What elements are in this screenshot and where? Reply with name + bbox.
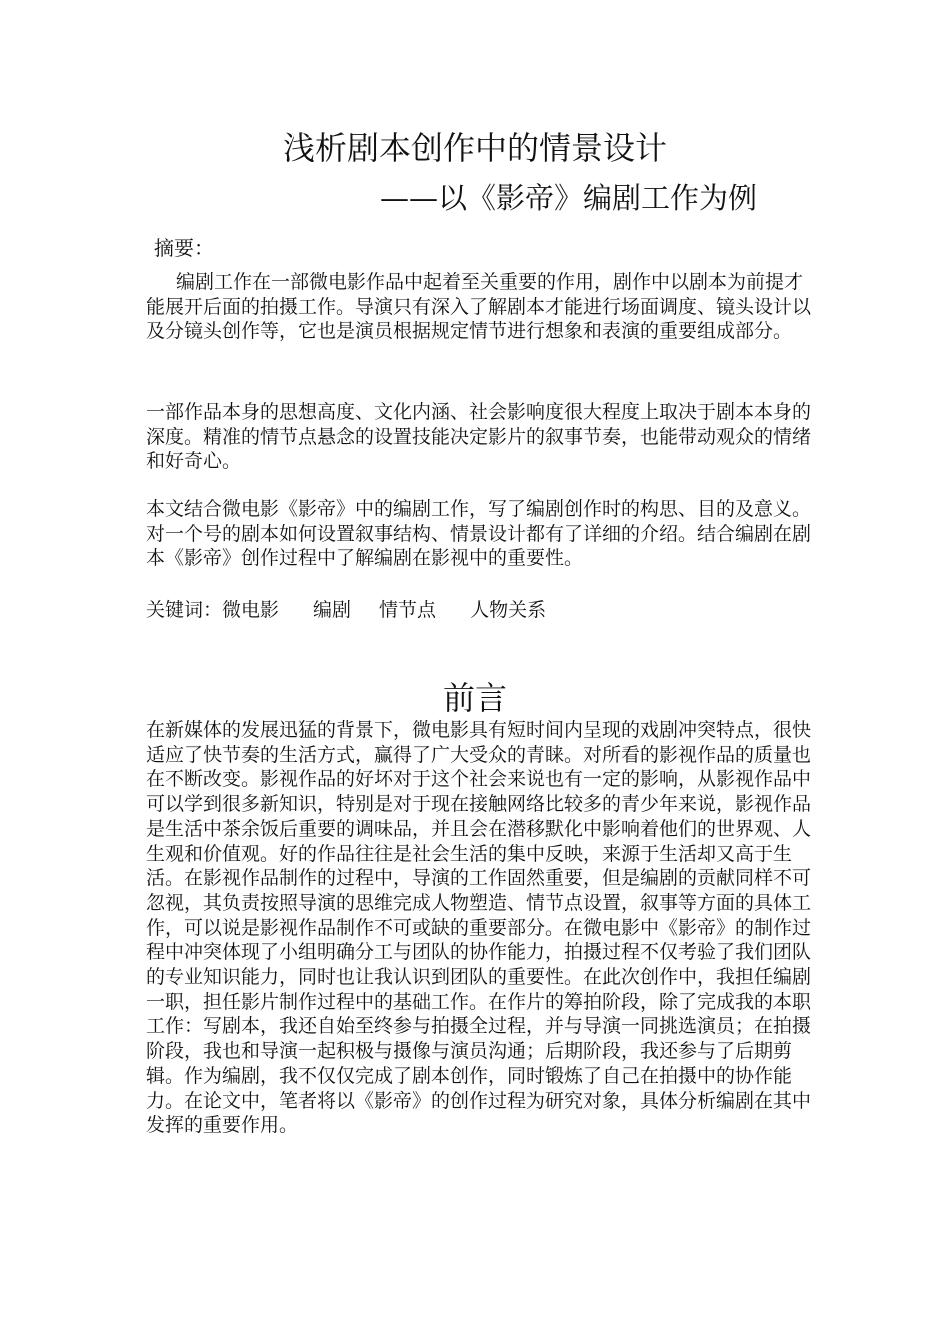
preface-heading: 前言 (442, 679, 507, 717)
abstract-paragraph-1: 编剧工作在一部微电影作品中起着至关重要的作用，剧作中以剧本为前提才能展开后面的拍摄工作。导演只有深入了解剧本才能进行场面调度、镜头设计以及分镜头创作等，它也是演员根据规定情节进行想象和表演的重要组成部分。 (146, 271, 812, 342)
keyword-item: 编剧 (313, 599, 352, 621)
preface-paragraph: 在新媒体的发展迅猛的背景下，微电影具有短时间内呈现的戏剧冲突特点，很快适应了快节奏的生活方式，赢得了广大受众的青睐。对所看的影视作品的质量也在不断改变。影视作品的好坏对于这个社会来说也有一定的影响，从影视作品中可以学到很多新知识，特别是对于现在接触网络比较多的青少年来说，影视作品是生活中茶余饭后重要的调味品，并且会在潜移默化中影响着他们的世界观、人生观和价值观。好的作品往往是社会生活的集中反映，来源于生活却又高于生活。在影视作品制作的过程中，导演的工作固然重要，但是编剧的贡献同样不可忽视，其负责按照导演的思维完成人物塑造、情节点设置，叙事等方面的具体工作，可以说是影视作品制作不可或缺的重要部分。在微电影中《影帝》的制作过程中冲突体现了小组明确分工与团队的协作能力，拍摄过程不仅考验了我们团队的专业知识能力，同时也让我认识到团队的重要性。在此次创作中，我担任编剧一职，担任影片制作过程中的基础工作。在作片的筹拍阶段，除了完成我的本职工作：写剧本，我还自始至终参与拍摄全过程，并与导演一同挑选演员；在拍摄阶段，我也和导演一起积极与摄像与演员沟通；后期阶段，我还参与了后期剪辑。作为编剧，我不仅仅完成了剧本创作，同时锻炼了自己在拍摄中的协作能力。在论文中，笔者将以《影帝》的创作过程为研究对象，具体分析编剧在其中发挥的重要作用。 (146, 719, 812, 1137)
keywords-label: 关键词： (146, 599, 223, 621)
abstract-paragraph-3: 本文结合微电影《影帝》中的编剧工作，写了编剧创作时的构思、目的及意义。对一个号的剧本如何设置叙事结构、情景设计都有了详细的介绍。结合编剧在剧本《影帝》创作过程中了解编剧在影视中的重要性。 (146, 498, 812, 569)
keywords-line (146, 598, 818, 623)
document-subtitle: ——以《影帝》编剧工作为例 (380, 181, 758, 215)
keyword-item: 人物关系 (470, 599, 547, 621)
keyword-item: 微电影 (222, 599, 280, 621)
abstract-label: 摘要： (154, 236, 214, 260)
keyword-item: 情节点 (379, 599, 437, 621)
abstract-paragraph-2: 一部作品本身的思想高度、文化内涵、社会影响度很大程度上取决于剧本本身的深度。精准的情节点悬念的设置技能决定影片的叙事节奏，也能带动观众的情绪和好奇心。 (146, 401, 812, 472)
document-title: 浅析剧本创作中的情景设计 (282, 129, 667, 167)
